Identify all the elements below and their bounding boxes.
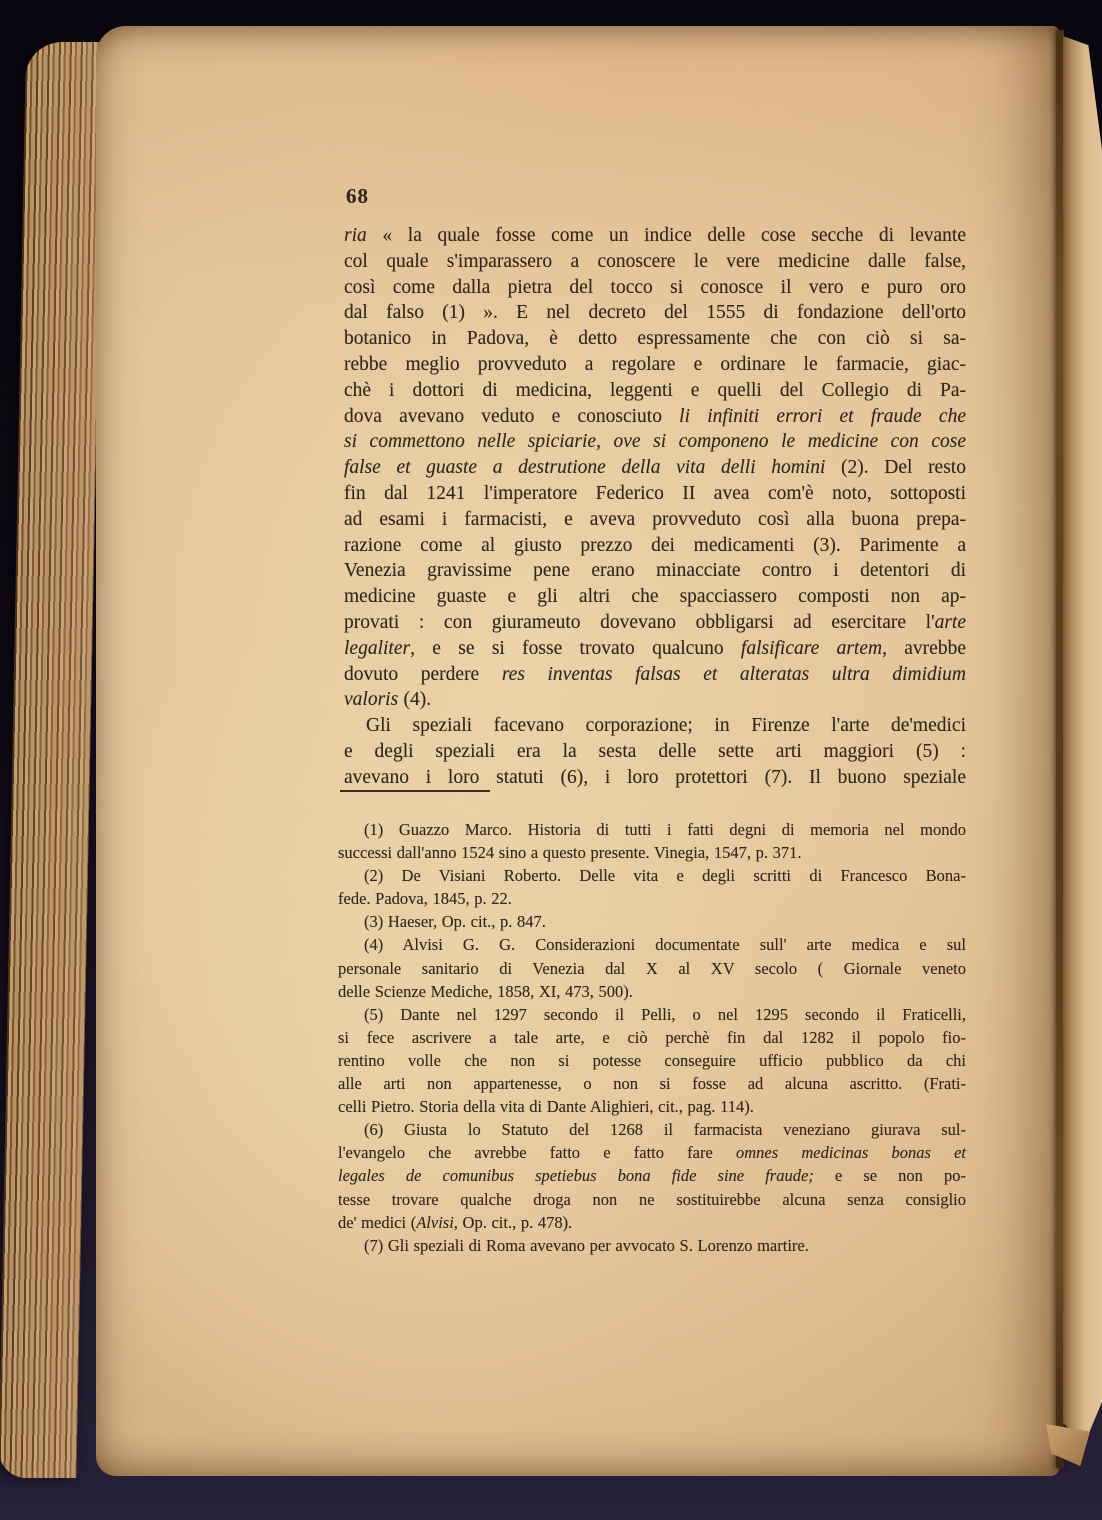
text-line: fede. Padova, 1845, p. 22. bbox=[338, 889, 512, 909]
text-line: (2) De Visiani Roberto. Delle vita e degli scritti di Francesco Bona- bbox=[364, 866, 966, 886]
text-line: botanico in Padova, è detto espressamente che con ciò si sa- bbox=[344, 328, 966, 350]
text-line: (6) Giusta lo Statuto del 1268 il farmacista veneziano giurava sul- bbox=[364, 1120, 966, 1140]
text-line: alle arti non appartenesse, o non si fosse ad alcuna ascritto. (Frati- bbox=[338, 1074, 966, 1094]
text-line: avevano i loro statuti (6), i loro protettori (7). Il buono speziale bbox=[344, 766, 966, 788]
text-line: provati : con giurameuto dovevano obbligarsi ad esercitare l'arte bbox=[344, 611, 966, 633]
text-line: si fece ascrivere a tale arte, e ciò perchè fin dal 1282 il popolo fio- bbox=[338, 1027, 966, 1047]
text-line: Gli speziali facevano corporazione; in Firenze l'arte de'medici bbox=[366, 715, 966, 737]
book-page bbox=[96, 26, 1060, 1476]
book-fore-edge-stack bbox=[0, 42, 104, 1478]
text-line: legales de comunibus spetiebus bona fide sine fraude; e se non po- bbox=[338, 1166, 966, 1186]
text-line: così come dalla pietra del tocco si conosce il vero e puro oro bbox=[344, 276, 966, 298]
text-line: de' medici (Alvisi, Op. cit., p. 478). bbox=[338, 1212, 573, 1232]
text-line: Venezia gravissime pene erano minacciate contro i detentori di bbox=[344, 560, 966, 582]
footnotes-text bbox=[338, 818, 966, 1257]
text-line: dova avevano veduto e conosciuto li infiniti errori et fraude che bbox=[344, 405, 966, 427]
page-number: 68 bbox=[346, 184, 369, 208]
text-line: celli Pietro. Storia della vita di Dante Alighieri, cit., pag. 114). bbox=[338, 1097, 754, 1117]
text-line: delle Scienze Mediche, 1858, XI, 473, 500). bbox=[338, 981, 633, 1001]
text-line: e degli speziali era la sesta delle sette arti maggiori (5) : bbox=[344, 740, 966, 762]
text-line: ria « la quale fosse come un indice delle cose secche di levante bbox=[344, 225, 966, 246]
text-line: dovuto perdere res inventas falsas et alteratas ultra dimidium bbox=[344, 663, 966, 685]
body-text bbox=[344, 223, 966, 791]
text-line: col quale s'imparassero a conoscere le vere medicine dalle false, bbox=[344, 250, 966, 272]
text-line: razione come al giusto prezzo dei medicamenti (3). Parimente a bbox=[344, 534, 966, 556]
text-line: si commettono nelle spiciarie, ove si componeno le medicine con cose bbox=[344, 431, 966, 453]
text-line: valoris (4). bbox=[344, 689, 432, 711]
text-line: (7) Gli speziali di Roma avevano per avvocato S. Lorenzo martire. bbox=[364, 1235, 809, 1255]
text-line: (5) Dante nel 1297 secondo il Pelli, o nel 1295 secondo il Fraticelli, bbox=[364, 1004, 966, 1024]
text-line: rebbe meglio provveduto a regolare e ordinare le farmacie, giac- bbox=[344, 353, 966, 375]
facing-page-sliver bbox=[1063, 36, 1102, 1444]
text-line: personale sanitario di Venezia dal X al XV secolo ( Giornale veneto bbox=[338, 958, 966, 978]
text-line: legaliter, e se si fosse trovato qualcuno falsificare artem, avrebbe bbox=[344, 637, 966, 659]
text-line: tesse trovare qualche droga non ne sostituirebbe alcuna senza consiglio bbox=[338, 1189, 966, 1209]
text-line: ad esami i farmacisti, e aveva provveduto così alla buona prepa- bbox=[344, 508, 966, 530]
text-line: medicine guaste e gli altri che spacciassero composti non ap- bbox=[344, 586, 966, 608]
text-line: (1) Guazzo Marco. Historia di tutti i fatti degni di memoria nel mondo bbox=[364, 820, 966, 839]
text-line: successi dall'anno 1524 sino a questo presente. Vinegia, 1547, p. 371. bbox=[338, 843, 802, 863]
text-line: false et guaste a destrutione della vita delli homini (2). Del resto bbox=[344, 457, 966, 479]
text-line: chè i dottori di medicina, leggenti e quelli del Collegio di Pa- bbox=[344, 379, 966, 401]
text-line: l'evangelo che avrebbe fatto e fatto fare omnes medicinas bonas et bbox=[338, 1143, 966, 1163]
text-line: (4) Alvisi G. G. Considerazioni documentate sull' arte medica e sul bbox=[364, 935, 966, 955]
text-line: (3) Haeser, Op. cit., p. 847. bbox=[364, 912, 546, 932]
text-line: fin dal 1241 l'imperatore Federico II avea com'è noto, sottoposti bbox=[344, 482, 966, 504]
footnote-separator bbox=[340, 790, 490, 792]
text-line: dal falso (1) ». E nel decreto del 1555 di fondazione dell'orto bbox=[344, 302, 966, 324]
gutter-crease bbox=[1056, 30, 1064, 1468]
text-line: rentino volle che non si potesse conseguire ufficio pubblico da chi bbox=[338, 1050, 966, 1070]
